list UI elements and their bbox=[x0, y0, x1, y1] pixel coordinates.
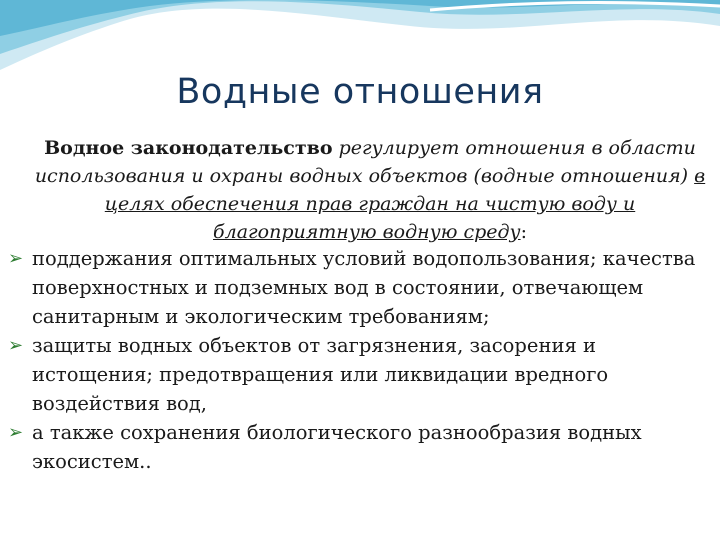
list-item bbox=[8, 418, 718, 476]
arrow-bullet-icon: ➢ bbox=[8, 422, 24, 443]
arrow-bullet-icon: ➢ bbox=[8, 248, 24, 269]
bullet-text: защиты водных объектов от загрязнения, засорения и истощения; предотвращения или ликвидации вредного воздействия вод, bbox=[32, 334, 609, 415]
intro-paragraph bbox=[30, 134, 710, 246]
list-item bbox=[8, 244, 718, 331]
intro-bold-term: Водное законодательство bbox=[44, 137, 333, 159]
arrow-bullet-icon: ➢ bbox=[8, 335, 24, 356]
list-item bbox=[8, 331, 718, 418]
page-title: Водные отношения bbox=[176, 72, 544, 112]
intro-italic-text: регулирует отношения в области использования и охраны водных объектов (водные отношения) bbox=[34, 137, 696, 187]
bullet-text: а также сохранения биологического разнообразия водных экосистем.. bbox=[32, 421, 642, 473]
intro-colon: : bbox=[520, 221, 527, 243]
intro-underlined-text: в целях обеспечения прав граждан на чистую воду и благоприятную водную среду bbox=[104, 165, 706, 243]
bullet-text: поддержания оптимальных условий водопользования; качества поверхностных и подземных вод в состоянии, отвечающем санитарным и экологическим требованиям; bbox=[32, 247, 696, 328]
bullet-list bbox=[8, 244, 718, 476]
